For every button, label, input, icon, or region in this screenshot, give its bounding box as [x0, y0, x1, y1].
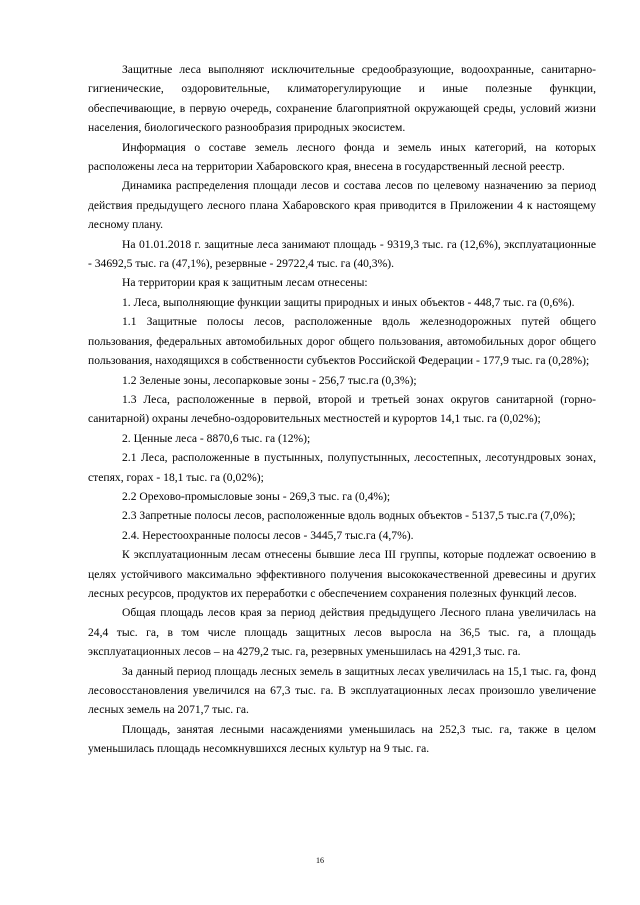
- paragraph: Площадь, занятая лесными насаждениями уменьшилась на 252,3 тыс. га, также в целом уменьшилась площадь несомкнувшихся лесных культур на 9 тыс. га.: [88, 722, 596, 756]
- paragraph: Защитные леса выполняют исключительные средообразующие, водоохранные, санитарно-гигиенические, оздоровительные, климаторегулирующие и иные полезные функции, обеспечивающие, в первую очередь, сохранение благоприятной окружающей среды, условий жизни населения, биологического разнообразия природных экосистем.: [88, 63, 596, 135]
- paragraph: 2.1 Леса, расположенные в пустынных, полупустынных, лесостепных, лесотундровых зонах, степях, горах - 18,1 тыс. га (0,02%);: [88, 451, 596, 484]
- paragraph: 2.2 Орехово-промысловые зоны - 269,3 тыс. га (0,4%);: [122, 489, 391, 503]
- document-body: [88, 60, 596, 759]
- page-number: 16: [316, 856, 324, 865]
- paragraph: Динамика распределения площади лесов и состава лесов по целевому назначению за период действия предыдущего лесного плана Хабаровского края приводится в Приложении 4 к настоящему лесному плану.: [88, 179, 596, 232]
- paragraph: 1.3 Леса, расположенные в первой, второй и третьей зонах округов санитарной (горно-санитарной) охраны лечебно-оздоровительных местностей и курортов 14,1 тыс. га (0,02%);: [88, 392, 596, 426]
- paragraph: 1. Леса, выполняющие функции защиты природных и иных объектов - 448,7 тыс. га (0,6%).: [122, 295, 575, 309]
- paragraph: К эксплуатационным лесам отнесены бывшие леса III группы, которые подлежат освоению в целях устойчивого максимально эффективного получения высококачественной древесины и других лесных ресурсов, продуктов их переработки с обеспечением сохранения полезных функций лесов.: [88, 548, 596, 600]
- paragraph: 1.2 Зеленые зоны, лесопарковые зоны - 256,7 тыс.га (0,3%);: [122, 373, 417, 387]
- paragraph: На территории края к защитным лесам отнесены:: [122, 276, 368, 290]
- paragraph: 2.4. Нерестоохранные полосы лесов - 3445,7 тыс.га (4,7%).: [122, 528, 414, 542]
- paragraph: 2. Ценные леса - 8870,6 тыс. га (12%);: [122, 431, 311, 445]
- paragraph: 2.3 Запретные полосы лесов, расположенные вдоль водных объектов - 5137,5 тыс.га (7,0%);: [122, 509, 576, 523]
- paragraph: На 01.01.2018 г. защитные леса занимают площадь - 9319,3 тыс. га (12,6%), эксплуатационные - 34692,5 тыс. га (47,1%), резервные - 29722,4 тыс. га (40,3%).: [88, 237, 596, 271]
- paragraph: 1.1 Защитные полосы лесов, расположенные вдоль железнодорожных путей общего пользования, федеральных автомобильных дорог общего пользования, автомобильных дорог общего пользования, находящихся в собственности субъектов Российской Федерации - 177,9 тыс. га (0,28%);: [88, 315, 596, 368]
- paragraph: За данный период площадь лесных земель в защитных лесах увеличилась на 15,1 тыс. га, фонд лесовосстановления увеличился на 67,3 тыс. га. В эксплуатационных лесах произошло увеличение лесных земель на 2071,7 тыс. га.: [88, 664, 596, 717]
- paragraph: Общая площадь лесов края за период действия предыдущего Лесного плана увеличилась на 24,4 тыс. га, в том числе площадь защитных лесов выросла на 36,5 тыс. га, а площадь эксплуатационных лесов – на 4279,2 тыс. га, резервных уменьшилась на 4291,3 тыс. га.: [88, 606, 596, 659]
- paragraph: Информация о составе земель лесного фонда и земель иных категорий, на которых расположены леса на территории Хабаровского края, внесена в государственный лесной реестр.: [88, 140, 596, 174]
